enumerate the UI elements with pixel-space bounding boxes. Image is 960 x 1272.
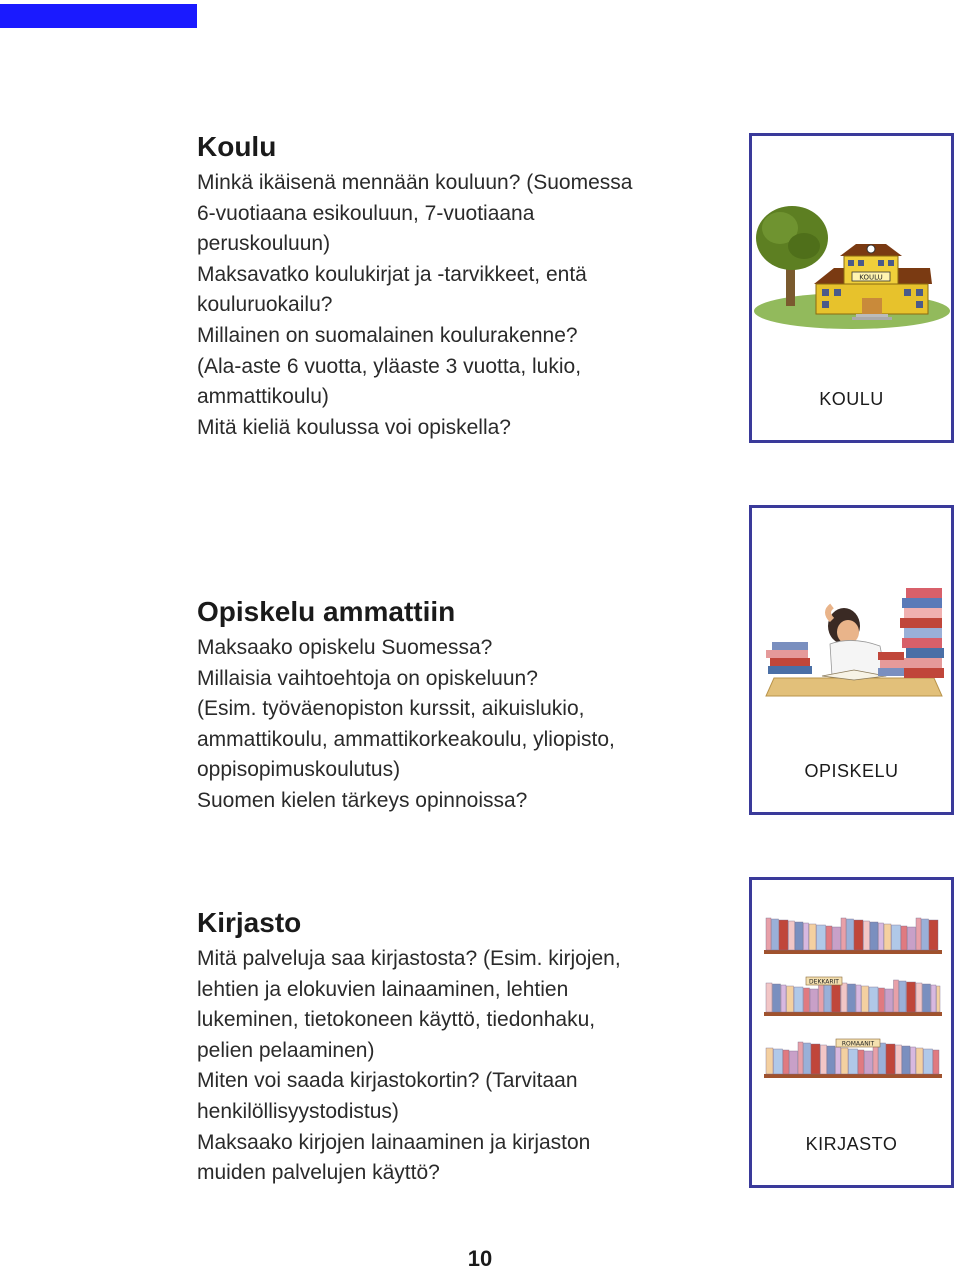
school-illustration [752, 136, 951, 376]
book-spine [841, 983, 847, 1012]
section-title-koulu: Koulu [197, 131, 277, 162]
text-line: Mitä kieliä koulussa voi opiskella? [197, 415, 511, 439]
book-spine [924, 1049, 933, 1074]
book-spine [922, 919, 929, 950]
text-line: (Ala-aste 6 vuotta, yläaste 3 vuotta, lukio, [197, 354, 582, 378]
shelf-sign-dekkarit: DEKKARIT [809, 978, 839, 986]
book-spine [902, 1046, 910, 1074]
book-spine [774, 1049, 783, 1074]
book-spine [833, 927, 841, 950]
page-number: 10 [467, 1246, 493, 1271]
book-spine [885, 989, 893, 1012]
text-line: Millainen on suomalainen koulurakenne? [197, 323, 578, 347]
book-spine [826, 926, 832, 950]
card-koulu [749, 133, 954, 443]
book-spine [892, 925, 901, 950]
text-line: muiden palvelujen käyttö? [197, 1161, 440, 1185]
text-line: kouluruokailu? [197, 293, 333, 317]
book-spine [773, 984, 781, 1012]
text-line: lehtien ja elokuvien lainaaminen, lehtien [197, 977, 569, 1001]
text-line: Maksavatko koulukirjat ja -tarvikkeet, entä [197, 262, 587, 286]
book-spine [787, 986, 794, 1012]
header-accent-bar [0, 4, 197, 28]
book-spine [870, 922, 878, 950]
book-spine [766, 983, 772, 1012]
text-line: 6-vuotiaana esikouluun, 7-vuotiaana [197, 201, 535, 225]
book-spine [847, 919, 854, 950]
book-spine [849, 1049, 858, 1074]
book-spine [790, 1051, 798, 1074]
book-spine [916, 918, 921, 950]
book-spine [798, 1042, 803, 1074]
book-spine [864, 921, 870, 950]
shelf-sign-romaanit: ROMAANIT [841, 1040, 875, 1048]
book-spine [865, 1051, 873, 1074]
card-caption-kirjasto: KIRJASTO [805, 1134, 898, 1154]
section-opiskelu [197, 595, 717, 817]
book-spine [779, 920, 788, 950]
book-spine [789, 921, 795, 950]
book-spine [896, 1045, 902, 1074]
book-spine [821, 1045, 827, 1074]
book-spine [781, 985, 786, 1012]
card-caption-koulu: KOULU [819, 389, 884, 409]
book-spine [766, 1048, 773, 1074]
section-koulu [197, 130, 717, 443]
text-line: oppisopimuskoulutus) [197, 758, 401, 782]
book-spine [899, 981, 906, 1012]
studying-illustration [752, 508, 951, 748]
book-spine [894, 980, 899, 1012]
book-spine [811, 1044, 820, 1074]
book-spine [794, 987, 803, 1012]
text-line: Suomen kielen tärkeys opinnoissa? [197, 788, 528, 812]
text-line: Minkä ikäisenä mennään kouluun? (Suomessa [197, 171, 633, 194]
book-spine [817, 925, 826, 950]
book-spine [929, 920, 938, 950]
text-line: Mitä palveluja saa kirjastosta? (Esim. kirjojen, [197, 947, 621, 970]
text-line: Millaisia vaihtoehtoja on opiskeluun? [197, 666, 538, 690]
book-spine [810, 989, 818, 1012]
book-spine [832, 982, 841, 1012]
section-title-opiskelu: Opiskelu ammattiin [197, 596, 456, 627]
book-spine [795, 922, 803, 950]
school-sign-text: KOULU [859, 273, 883, 282]
text-line: Miten voi saada kirjastokortin? (Tarvitaan [197, 1069, 578, 1093]
book-spine [886, 1044, 895, 1074]
text-line: ammattikoulu) [197, 385, 329, 409]
book-spine [911, 1047, 916, 1074]
card-opiskelu [749, 505, 954, 815]
book-spine [804, 923, 809, 950]
book-spine [933, 1050, 939, 1074]
section-kirjasto [197, 906, 717, 1189]
book-spine [879, 1043, 886, 1074]
text-line: henkilöllisyystodistus) [197, 1099, 399, 1123]
book-spine [772, 919, 779, 950]
book-spine [916, 1048, 923, 1074]
book-spine [931, 985, 936, 1012]
text-line: Maksaako opiskelu Suomessa? [197, 636, 493, 659]
book-spine [827, 1046, 835, 1074]
book-spine [804, 1043, 811, 1074]
book-spine [879, 923, 884, 950]
book-spine [809, 924, 816, 950]
book-spine [836, 1047, 841, 1074]
text-line: (Esim. työväenopiston kurssit, aikuislukio, [197, 697, 585, 721]
text-line: pelien pelaaminen) [197, 1038, 375, 1062]
bookshelf-illustration [752, 880, 951, 1120]
book-spine [841, 1048, 848, 1074]
book-spine [783, 1050, 789, 1074]
text-line: ammattikoulu, ammattikorkeakoulu, yliopisto, [197, 727, 615, 751]
book-spine [841, 918, 846, 950]
text-line: lukeminen, tietokoneen käyttö, tiedonhaku, [197, 1008, 596, 1032]
book-spine [848, 984, 856, 1012]
book-spine [908, 927, 916, 950]
book-spine [804, 988, 810, 1012]
book-spine [907, 982, 916, 1012]
book-spine [879, 988, 885, 1012]
card-kirjasto [749, 877, 954, 1188]
text-line: Maksaako kirjojen lainaaminen ja kirjaston [197, 1130, 591, 1154]
book-spine [937, 986, 941, 1012]
text-line: peruskouluun) [197, 232, 331, 256]
book-spine [854, 920, 863, 950]
book-spine [869, 987, 878, 1012]
card-caption-opiskelu: OPISKELU [804, 761, 899, 781]
book-spine [856, 985, 861, 1012]
book-spine [766, 918, 771, 950]
book-spine [858, 1050, 864, 1074]
section-title-kirjasto: Kirjasto [197, 907, 302, 938]
book-spine [923, 984, 931, 1012]
book-spine [824, 981, 831, 1012]
book-spine [884, 924, 891, 950]
book-spine [901, 926, 907, 950]
book-spine [862, 986, 869, 1012]
book-spine [916, 983, 922, 1012]
